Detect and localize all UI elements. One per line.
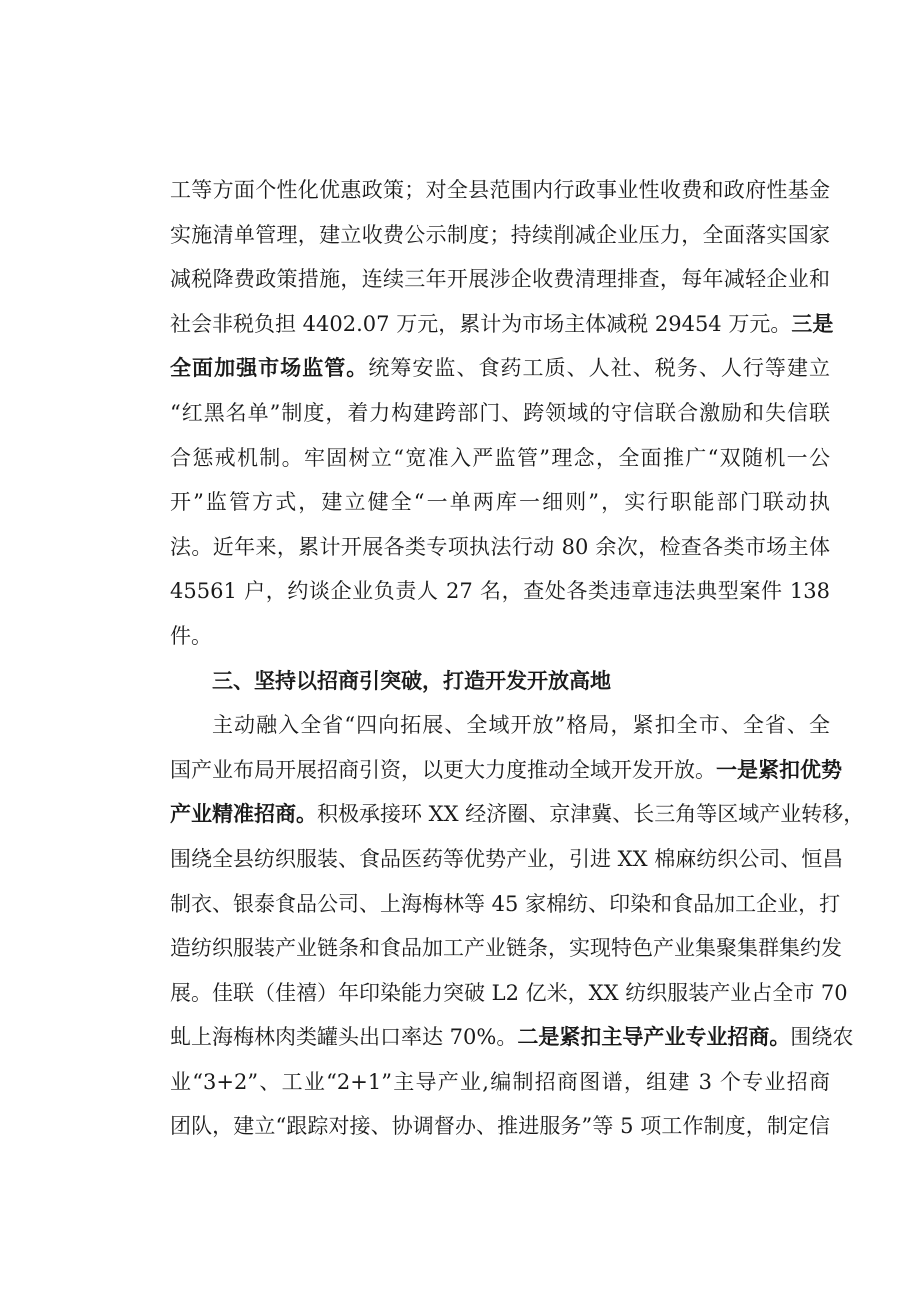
bold-lead-phrase: 全面加强市场监管。 xyxy=(170,355,369,381)
paragraph-line: 团队，建立“跟踪对接、协调督办、推进服务”等 5 项工作制度，制定信 xyxy=(170,1114,830,1139)
paragraph-line: 制衣、银泰食品公司、上海梅林等 45 家棉纺、印染和食品加工企业，打 xyxy=(170,891,841,916)
bold-lead-phrase: 二是紧扣主导产业专业招商。 xyxy=(517,1024,791,1050)
paragraph-line xyxy=(170,302,834,347)
text-run: 虬上海梅林肉类罐头出口率达 70%。 xyxy=(170,1025,518,1050)
paragraph-line: 围绕全县纺织服装、食品医药等优势产业，引进 XX 棉麻纺织公司、恒昌 xyxy=(170,846,844,871)
paragraph-line: 展。佳联（佳禧）年印染能力突破 L2 亿米，XX 纺织服装产业占全市 70 xyxy=(170,980,848,1005)
paragraph-line xyxy=(170,346,830,391)
paragraph-line xyxy=(170,1015,854,1060)
paragraph-line: 工等方面个性化优惠政策；对全县范围内行政事业性收费和政府性基金 xyxy=(170,178,830,202)
paragraph-line: 实施清单管理，建立收费公示制度；持续削减企业压力，全面落实国家 xyxy=(170,222,830,247)
text-run: 社会非税负担 4402.07 万元，累计为市场主体减税 29454 万元。 xyxy=(170,311,792,336)
paragraph-line: “红黑名单”制度，着力构建跨部门、跨领域的守信联合激励和失信联 xyxy=(170,400,830,425)
bold-lead-phrase: 产业精准招商。 xyxy=(170,801,317,827)
paragraph-line: 件。 xyxy=(170,623,212,648)
paragraph-line: 45561 户，约谈企业负责人 27 名，查处各类违章违法典型案件 138 xyxy=(170,579,830,604)
document-body xyxy=(170,168,865,1149)
paragraph-line: 开”监管方式，建立健全“一单两库一细则”，实行职能部门联动执 xyxy=(170,490,830,515)
paragraph-line xyxy=(170,792,865,837)
text-run: 积极承接环 XX 经济圈、京津冀、长三角等区域产业转移， xyxy=(317,802,865,827)
bold-lead-phrase: 一是紧扣优势 xyxy=(716,756,842,782)
paragraph-line: 业“3+2”、工业“2+1”主导产业,编制招商图谱，组建 3 个专业招商 xyxy=(170,1069,830,1094)
paragraph-line: 减税降费政策措施，连续三年开展涉企收费清理排查，每年减轻企业和 xyxy=(170,267,830,292)
text-run: 统筹安监、食药工质、人社、税务、人行等建立 xyxy=(368,356,831,381)
paragraph-line: 造纺织服装产业链条和食品加工产业链条，实现特色产业集聚集群集约发 xyxy=(170,936,842,961)
text-run: 国产业布局开展招商引资，以更大力度推动全域开发开放。 xyxy=(170,757,716,782)
paragraph-line: 合惩戒机制。牢固树立“宽准入严监管”理念，全面推广“双随机一公 xyxy=(170,445,830,470)
paragraph-line: 主动融入全省“四向拓展、全域开放”格局，紧扣全市、全省、全 xyxy=(212,713,830,738)
text-run: 围绕农 xyxy=(790,1025,854,1050)
bold-lead-phrase: 三是 xyxy=(791,310,834,336)
section-heading: 三、坚持以招商引突破，打造开发开放高地 xyxy=(212,667,611,693)
paragraph-line: 法。近年来，累计开展各类专项执法行动 80 余次，检查各类市场主体 xyxy=(170,534,830,559)
paragraph-line xyxy=(170,748,842,793)
